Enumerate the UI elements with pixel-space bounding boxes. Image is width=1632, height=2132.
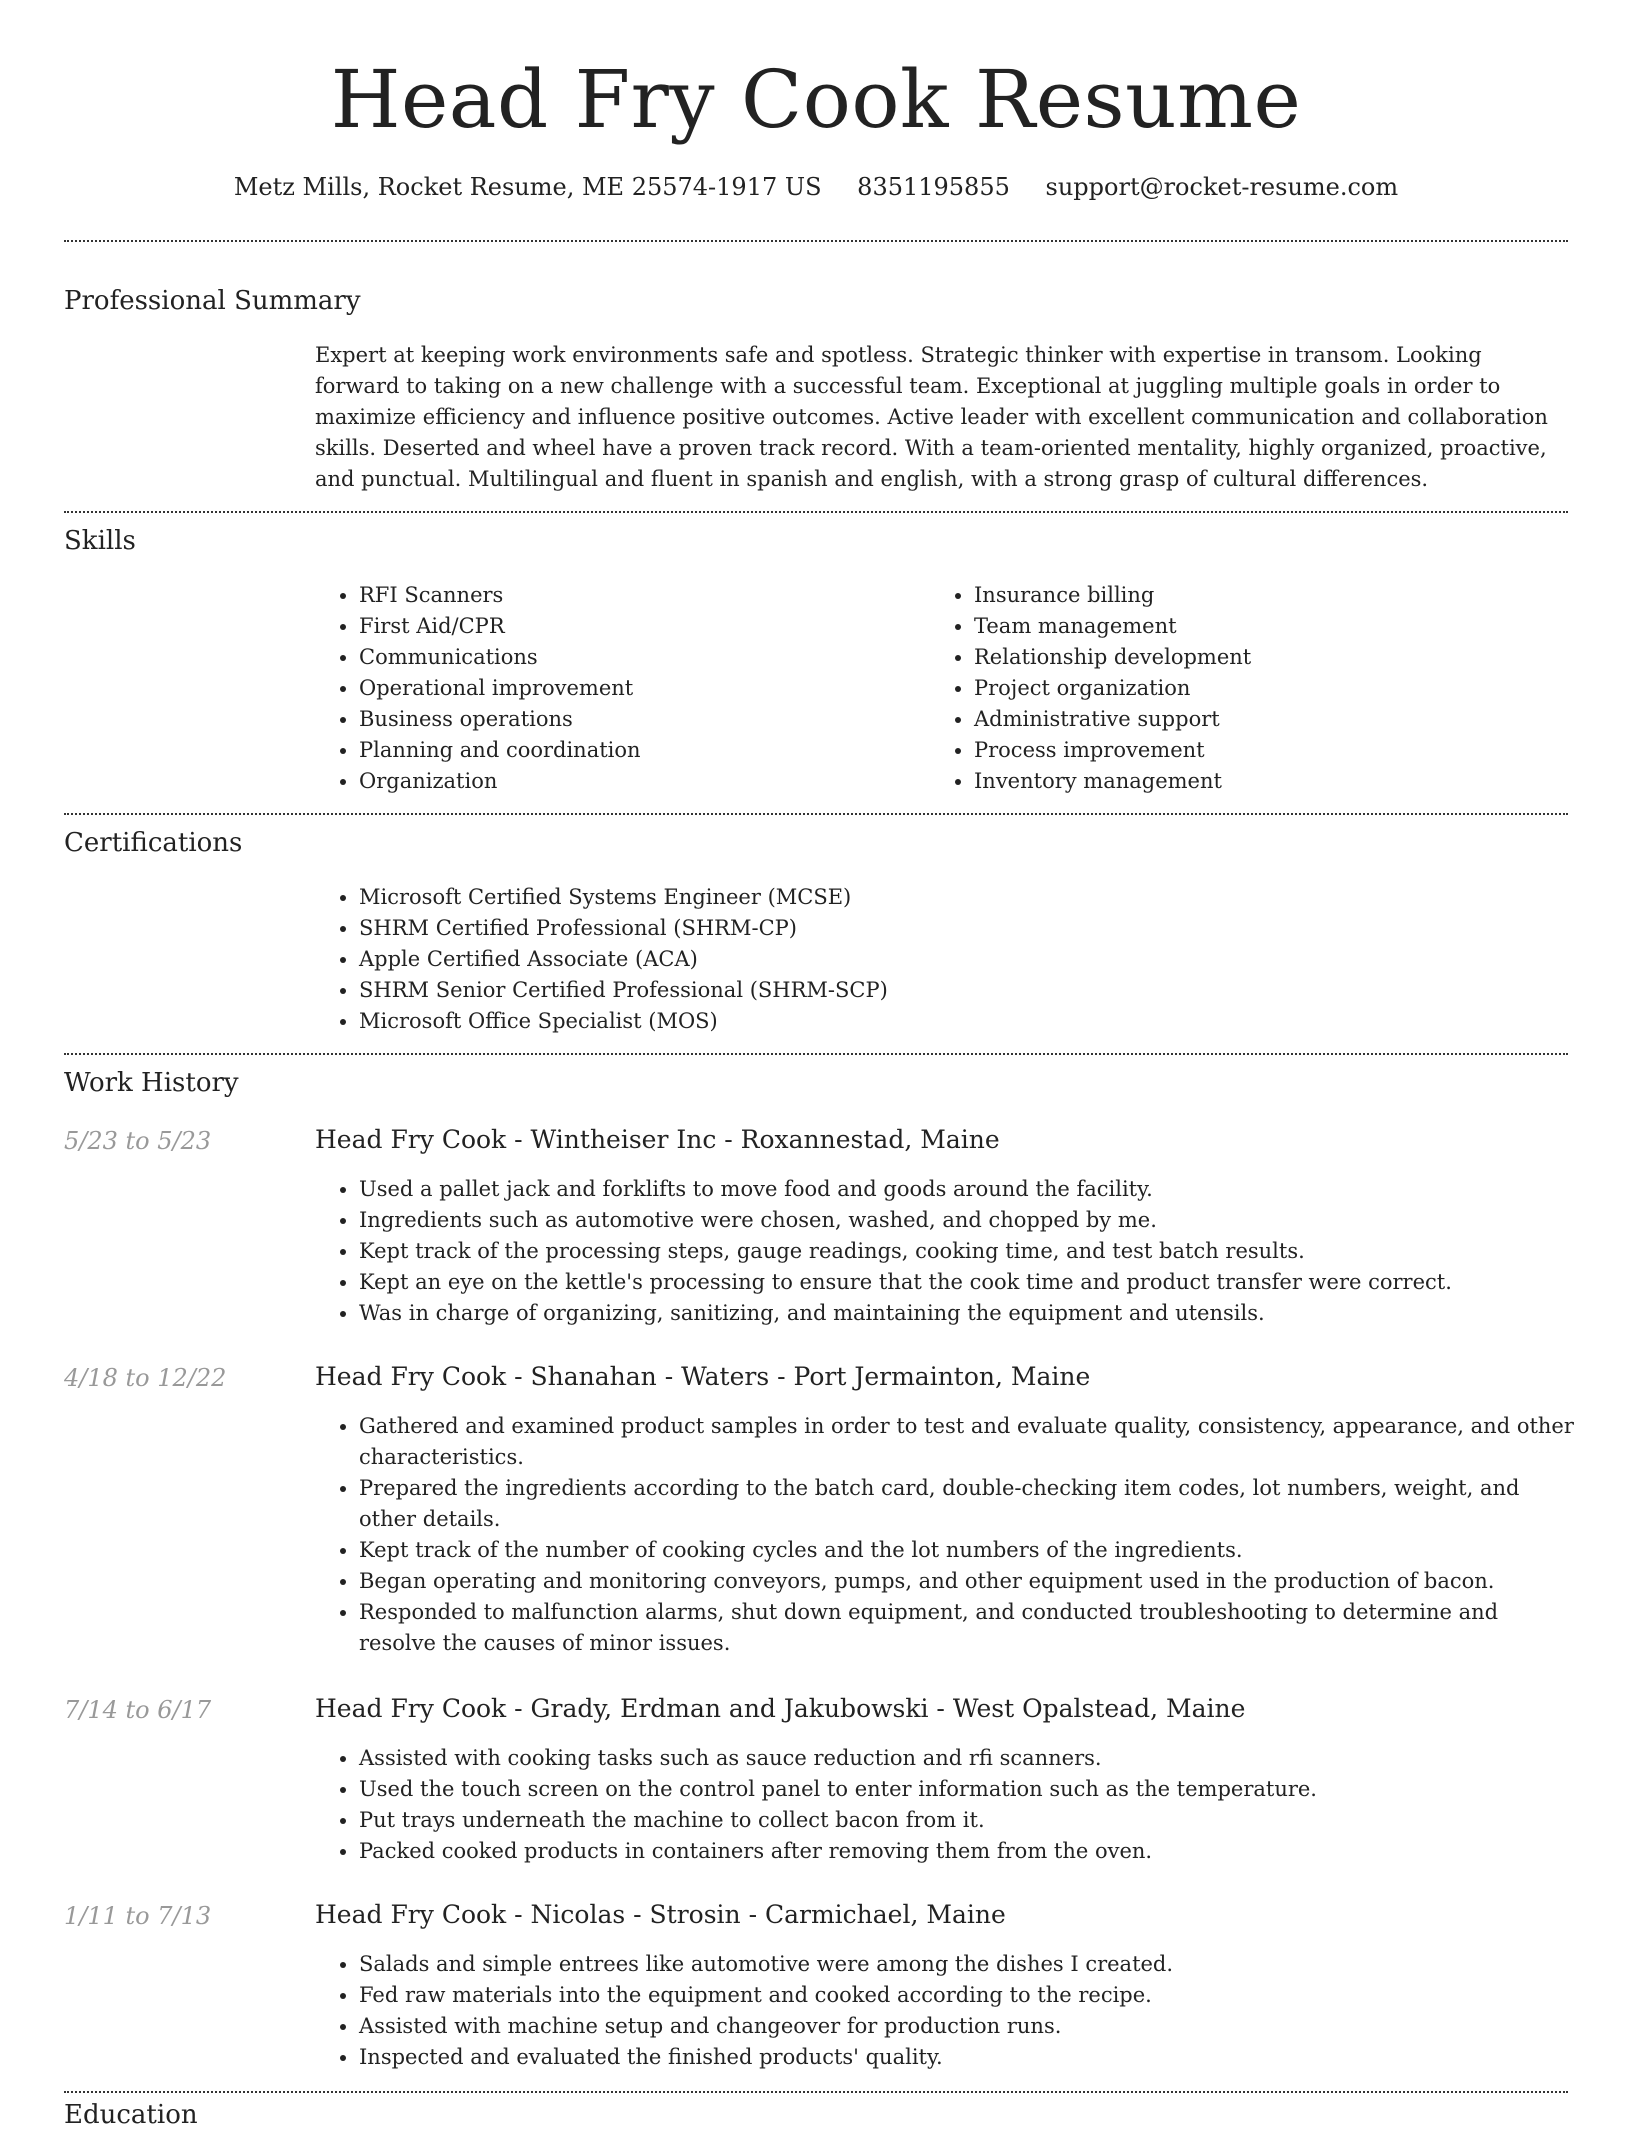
- certification-item: • SHRM Senior Certified Professional (SHRM-SCP): [359, 975, 1568, 1006]
- job-title: Head Fry Cook - Grady, Erdman and Jakubowski - West Opalstead, Maine: [315, 1694, 1246, 1723]
- job-bullet: • Assisted with cooking tasks such as sauce reduction and rfi scanners.: [359, 1743, 1575, 1774]
- divider: [64, 813, 1568, 815]
- job-bullet: • Kept track of the number of cooking cycles and the lot numbers of the ingredients.: [359, 1535, 1575, 1566]
- skill-item: • Relationship development: [974, 642, 1530, 673]
- skill-item: • Operational improvement: [359, 673, 915, 704]
- summary-text: Expert at keeping work environments safe and spotless. Strategic thinker with expertise in transom. Looking forward to taking on a new challenge with a successful team. Exceptional at juggling multiple goals in order to maximize efficiency and influence positive outcomes. Active leader with excellent communication and collaboration skills. Deserted and wheel have a proven track record. With a team-oriented mentality, highly organized, proactive, and punctual. Multilingual and fluent in spanish and english, with a strong grasp of cultural differences.: [315, 343, 1548, 491]
- job-bullets: [315, 1743, 1575, 1867]
- job-bullet: • Salads and simple entrees like automotive were among the dishes I created.: [359, 1949, 1575, 1980]
- job-bullet: • Inspected and evaluated the finished products' quality.: [359, 2042, 1575, 2073]
- skill-item: • Business operations: [359, 704, 915, 735]
- skill-item: • RFI Scanners: [359, 580, 915, 611]
- skill-item: • Planning and coordination: [359, 735, 915, 766]
- skill-item: • Insurance billing: [974, 580, 1530, 611]
- skill-item: • Inventory management: [974, 766, 1530, 797]
- job-bullet: • Was in charge of organizing, sanitizing, and maintaining the equipment and utensils.: [359, 1298, 1575, 1329]
- divider: [64, 2091, 1568, 2093]
- skill-item: • Project organization: [974, 673, 1530, 704]
- job-bullet: • Kept track of the processing steps, gauge readings, cooking time, and test batch results.: [359, 1236, 1575, 1267]
- job-bullet: • Prepared the ingredients according to the batch card, double-checking item codes, lot numbers, weight, and other details.: [359, 1473, 1575, 1535]
- certifications-heading: Certifications: [64, 828, 243, 858]
- job-dates: 7/14 to 6/17: [64, 1696, 212, 1724]
- job-dates: 5/23 to 5/23: [64, 1127, 212, 1155]
- job-bullet: • Used the touch screen on the control panel to enter information such as the temperature.: [359, 1774, 1575, 1805]
- skill-item: • Communications: [359, 642, 915, 673]
- skill-item: • Team management: [974, 611, 1530, 642]
- divider: [64, 511, 1568, 513]
- skills-list-right: [930, 580, 1530, 797]
- certification-item: • Microsoft Certified Systems Engineer (MCSE): [359, 882, 1568, 913]
- skills-heading: Skills: [64, 526, 136, 556]
- job-dates: 1/11 to 7/13: [64, 1902, 212, 1930]
- job-bullet: • Responded to malfunction alarms, shut down equipment, and conducted troubleshooting to determine and resolve the causes of minor issues.: [359, 1597, 1575, 1659]
- contact-email[interactable]: support@rocket-resume.com: [1045, 173, 1399, 201]
- divider: [64, 240, 1568, 242]
- job-bullets: [315, 1949, 1575, 2073]
- job-bullet: • Packed cooked products in containers after removing them from the oven.: [359, 1836, 1575, 1867]
- skill-item: • Organization: [359, 766, 915, 797]
- certification-item: • Apple Certified Associate (ACA): [359, 944, 1568, 975]
- education-heading: Education: [64, 2100, 198, 2130]
- job-bullet: • Kept an eye on the kettle's processing to ensure that the cook time and product transfer were correct.: [359, 1267, 1575, 1298]
- resume-title: Head Fry Cook Resume: [330, 53, 1302, 146]
- job-bullet: • Began operating and monitoring conveyors, pumps, and other equipment used in the production of bacon.: [359, 1566, 1575, 1597]
- contact-address: Metz Mills, Rocket Resume, ME 25574-1917 US: [233, 173, 822, 201]
- contact-line: [64, 172, 1568, 202]
- skill-item: • Process improvement: [974, 735, 1530, 766]
- certification-item: • Microsoft Office Specialist (MOS): [359, 1006, 1568, 1037]
- job-bullet: • Used a pallet jack and forklifts to move food and goods around the facility.: [359, 1174, 1575, 1205]
- skills-list-left: [315, 580, 915, 797]
- certification-item: • SHRM Certified Professional (SHRM-CP): [359, 913, 1568, 944]
- job-bullet: • Gathered and examined product samples in order to test and evaluate quality, consistency, appearance, and other characteristics.: [359, 1411, 1575, 1473]
- job-title: Head Fry Cook - Shanahan - Waters - Port Jermainton, Maine: [315, 1362, 1091, 1391]
- summary-heading: Professional Summary: [64, 286, 361, 316]
- job-dates: 4/18 to 12/22: [64, 1364, 227, 1392]
- job-bullets: [315, 1411, 1575, 1659]
- certifications-list: [315, 882, 1568, 1037]
- job-title: Head Fry Cook - Wintheiser Inc - Roxannestad, Maine: [315, 1125, 1000, 1154]
- job-bullet: • Put trays underneath the machine to collect bacon from it.: [359, 1805, 1575, 1836]
- work-history-heading: Work History: [64, 1068, 239, 1098]
- job-bullets: [315, 1174, 1575, 1329]
- job-title: Head Fry Cook - Nicolas - Strosin - Carmichael, Maine: [315, 1900, 1006, 1929]
- skill-item: • First Aid/CPR: [359, 611, 915, 642]
- skill-item: • Administrative support: [974, 704, 1530, 735]
- contact-phone: 8351195855: [857, 173, 1010, 201]
- job-bullet: • Fed raw materials into the equipment and cooked according to the recipe.: [359, 1980, 1575, 2011]
- job-bullet: • Ingredients such as automotive were chosen, washed, and chopped by me.: [359, 1205, 1575, 1236]
- job-bullet: • Assisted with machine setup and changeover for production runs.: [359, 2011, 1575, 2042]
- divider: [64, 1053, 1568, 1055]
- resume-page: [64, 0, 1574, 2130]
